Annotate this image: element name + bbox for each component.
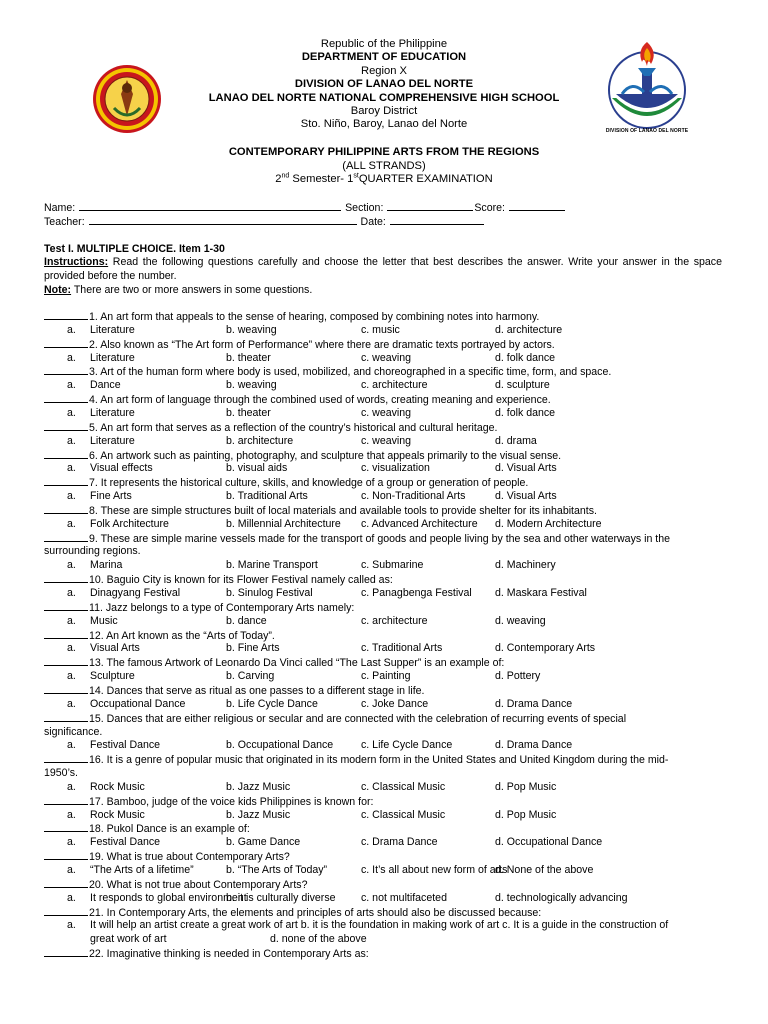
option-letter-a: a.	[67, 351, 76, 364]
answer-option: c. Submarine	[361, 559, 424, 572]
question-item	[44, 684, 424, 699]
question-text: 6. An artwork such as painting, photography, and sculpture that appeals primarily to the visual sense.	[89, 449, 562, 462]
question-text: 11. Jazz belongs to a type of Contemporary Arts namely:	[89, 601, 355, 614]
answer-option: d. Machinery	[495, 559, 556, 572]
answer-option: c. Non-Traditional Arts	[361, 490, 466, 503]
answer-blank[interactable]	[44, 532, 88, 542]
teacher-field[interactable]	[89, 215, 357, 225]
answer-option: b. weaving	[226, 323, 277, 336]
header-republic: Republic of the Philippine	[320, 38, 448, 50]
answer-option: Rock Music	[90, 780, 145, 793]
question-item	[44, 421, 497, 436]
header-division: DIVISION OF LANAO DEL NORTE	[294, 78, 474, 90]
option-letter-a: a.	[67, 517, 76, 530]
answer-option: d. Modern Architecture	[495, 517, 602, 530]
answer-blank[interactable]	[44, 573, 88, 583]
score-label: Score:	[474, 202, 505, 214]
name-label: Name:	[44, 202, 76, 214]
date-label: Date:	[360, 216, 386, 228]
question-text: 10. Baguio City is known for its Flower Festival namely called as:	[89, 574, 393, 587]
answer-blank[interactable]	[44, 504, 88, 514]
answer-blank[interactable]	[44, 822, 88, 832]
question-text: 22. Imaginative thinking is needed in Contemporary Arts as:	[89, 948, 369, 961]
answer-option: d. Visual Arts	[495, 462, 557, 475]
answer-blank[interactable]	[44, 906, 88, 916]
answer-blank[interactable]	[44, 878, 88, 888]
answer-option: d. Occupational Dance	[495, 836, 603, 849]
question-item	[44, 656, 504, 671]
answer-option: d. Maskara Festival	[495, 587, 587, 599]
question-text: 14. Dances that serve as ritual as one passes to a different stage in life.	[89, 684, 425, 697]
teacher-label: Teacher:	[44, 216, 85, 228]
option-letter-a: a.	[67, 670, 76, 683]
section-field[interactable]	[387, 201, 473, 211]
section-label: Section:	[345, 202, 384, 214]
answer-option: b. Life Cycle Dance	[226, 697, 318, 710]
answer-blank[interactable]	[44, 449, 88, 459]
instructions: Instructions: Read the following questions carefully and choose the letter that best describes the answer. Write your answer in the space provided before the number.	[44, 256, 722, 282]
question-text: 3. Art of the human form where body is used, mobilized, and choreographed in a specific time, form, and space.	[89, 366, 612, 379]
answer-option: c. Classical Music	[361, 808, 446, 821]
answer-blank[interactable]	[44, 601, 88, 611]
question-text: 21. In Contemporary Arts, the elements and principles of arts should also be discussed because:	[89, 906, 542, 919]
answer-option: Rock Music	[90, 808, 145, 821]
exam-semester: 2nd Semester- 1stQUARTER EXAMINATION	[275, 172, 493, 185]
question-item	[44, 393, 551, 408]
question-text: 16. It is a genre of popular music that originated in its modern form in the United States and United Kingdom during the mid-	[89, 754, 669, 767]
answer-option: b. Millennial Architecture	[226, 517, 341, 530]
answer-option: c. Painting	[361, 670, 411, 683]
answer-option: b. architecture	[226, 434, 294, 447]
answer-option: d. sculpture	[495, 379, 550, 392]
answer-option: b. theater	[226, 406, 271, 419]
division-logo-caption: DIVISION OF LANAO DEL NORTE	[605, 128, 689, 134]
question-item	[44, 947, 369, 962]
answer-option: Sculpture	[90, 670, 135, 683]
answer-option: Festival Dance	[90, 739, 161, 752]
question-text-continued: surrounding regions.	[44, 545, 141, 558]
question-text: 17. Bamboo, judge of the voice kids Philippines is known for:	[89, 795, 374, 808]
name-field[interactable]	[79, 201, 341, 211]
answer-option: It responds to global environment	[90, 891, 247, 904]
exam-title: CONTEMPORARY PHILIPPINE ARTS FROM THE REGIONS	[228, 146, 540, 158]
question-text-continued: significance.	[44, 725, 103, 738]
question-text: 19. What is true about Contemporary Arts?	[89, 851, 290, 864]
answer-option: Literature	[90, 406, 135, 419]
student-info-row	[44, 201, 566, 214]
question-text: 5. An art form that serves as a reflection of the country’s historical and cultural heritage.	[89, 421, 498, 434]
answer-option: Literature	[90, 434, 135, 447]
option-letter-a: a.	[67, 642, 76, 655]
answer-option: Music	[90, 614, 118, 627]
answer-option: Visual Arts	[90, 642, 140, 655]
question-text-continued: 1950’s.	[44, 767, 78, 780]
answer-option: b. Fine Arts	[226, 642, 280, 655]
answer-blank[interactable]	[44, 476, 88, 486]
answer-option: c. Panagbenga Festival	[361, 587, 472, 599]
answer-blank[interactable]	[44, 310, 88, 320]
exam-strands: (ALL STRANDS)	[342, 160, 426, 172]
answer-option: d. None of the above	[495, 864, 594, 876]
answer-blank[interactable]	[44, 656, 88, 666]
answer-option: Dinagyang Festival	[90, 587, 181, 599]
note: Note: There are two or more answers in some questions.	[44, 284, 313, 296]
answer-option: b. theater	[226, 351, 271, 364]
question-item	[44, 573, 393, 588]
option-letter-a: a.	[67, 434, 76, 447]
answer-option: Festival Dance	[90, 836, 161, 849]
option-letter-a: a.	[67, 462, 76, 475]
question-text: 7. It represents the historical culture, skills, and knowledge of a group or generation of people.	[89, 477, 529, 490]
option-letter-a: a.	[67, 406, 76, 419]
question-text: 13. The famous Artwork of Leonardo Da Vinci called “The Last Supper” is an example of:	[89, 657, 505, 670]
question-text: 1. An art form that appeals to the sense of hearing, composed by combining notes into harmony.	[89, 311, 540, 323]
header-address: Sto. Niño, Baroy, Lanao del Norte	[300, 118, 468, 130]
option-letter-a: a.	[67, 891, 76, 904]
answer-option: c. Classical Music	[361, 780, 446, 793]
answer-option: c. architecture	[361, 614, 428, 627]
answer-option: Literature	[90, 351, 135, 364]
answer-blank[interactable]	[44, 712, 88, 722]
answer-option: d. folk dance	[495, 406, 556, 419]
answer-option: c. weaving	[361, 351, 412, 364]
option-letter-a: a.	[67, 379, 76, 392]
answer-option: d. Drama Dance	[495, 697, 573, 710]
answer-option: b. “The Arts of Today”	[226, 864, 328, 876]
header-school: LANAO DEL NORTE NATIONAL COMPREHENSIVE HIGH SCHOOL	[208, 92, 560, 104]
question-text: 2. Also known as “The Art form of Performance” where there are dramatic texts portrayed by actors.	[89, 338, 555, 351]
question-text: 12. An Art known as the “Arts of Today”.	[89, 629, 275, 642]
answer-option: d. folk dance	[495, 351, 556, 364]
score-field[interactable]	[509, 201, 565, 211]
answer-option: c. Traditional Arts	[361, 642, 443, 655]
answer-option: b. Jazz Music	[226, 808, 291, 821]
answer-blank[interactable]	[44, 850, 88, 860]
question-item	[44, 822, 250, 837]
answer-option: d. architecture	[495, 323, 563, 336]
answer-option: d. Pottery	[495, 670, 541, 683]
question-text: 8. These are simple structures built of local materials and available tools to provide shelter for its inhabitants.	[89, 504, 597, 517]
answer-option: b. Occupational Dance	[226, 739, 334, 752]
answer-option: b. it is culturally diverse	[226, 891, 336, 904]
teacher-info-row	[44, 215, 485, 228]
option-letter-a: a.	[67, 490, 76, 503]
answer-option: Dance	[90, 379, 121, 392]
answer-option: b. visual aids	[226, 462, 288, 475]
answer-blank[interactable]	[44, 393, 88, 403]
answer-option: c. weaving	[361, 406, 412, 419]
question-item	[44, 712, 722, 727]
answer-option: “The Arts of a lifetime”	[90, 864, 194, 876]
answer-option: c. music	[361, 323, 400, 336]
question-text: 18. Pukol Dance is an example of:	[89, 823, 250, 836]
question-item	[44, 795, 373, 810]
question-text: 15. Dances that are either religious or secular and are connected with the celebration of recurring events of special	[89, 712, 627, 725]
question-text: 9. These are simple marine vessels made for the transport of goods and people living by the sea and other waterways in the	[89, 532, 671, 545]
test-heading: Test I. MULTIPLE CHOICE. Item 1-30	[44, 243, 225, 255]
answer-blank[interactable]	[44, 421, 88, 431]
answer-option: b. dance	[226, 614, 267, 627]
answer-option: d. weaving	[495, 614, 546, 627]
question-item	[44, 449, 561, 464]
question-item	[44, 504, 597, 519]
answer-option: Fine Arts	[90, 490, 132, 503]
answer-option: c. Life Cycle Dance	[361, 739, 453, 752]
answer-option: b. Traditional Arts	[226, 490, 308, 503]
answer-option: c. architecture	[361, 379, 428, 392]
question-item	[44, 310, 539, 325]
option-letter-a: a.	[67, 919, 76, 932]
answer-blank[interactable]	[44, 947, 88, 957]
question-item	[44, 532, 722, 547]
answer-blank[interactable]	[44, 795, 88, 805]
question-item	[44, 365, 611, 380]
answer-option: d. drama	[495, 434, 537, 447]
option-letter-a: a.	[67, 808, 76, 821]
answer-option: b. Jazz Music	[226, 780, 291, 793]
answer-option: Occupational Dance	[90, 697, 186, 710]
answer-option: Literature	[90, 323, 135, 336]
answer-option: Marina	[90, 559, 123, 572]
answer-option: c. visualization	[361, 462, 430, 475]
question-item	[44, 629, 275, 644]
question-text: 4. An art form of language through the combined used of words, creating meaning and experience.	[89, 394, 551, 407]
answer-option: b. Carving	[226, 670, 275, 683]
option-letter-a: a.	[67, 614, 76, 627]
answer-blank[interactable]	[44, 753, 88, 763]
answer-option: c. weaving	[361, 434, 412, 447]
answer-option: b. Sinulog Festival	[226, 587, 313, 599]
answer-option: d. Pop Music	[495, 808, 557, 821]
answer-option: c. Joke Dance	[361, 697, 429, 710]
option-letter-a: a.	[67, 323, 76, 336]
option-letter-a: a.	[67, 836, 76, 849]
answer-option: c. not multifaceted	[361, 891, 447, 904]
option-letter-a: a.	[67, 587, 76, 599]
answer-blank[interactable]	[44, 684, 88, 694]
question-item	[44, 906, 541, 921]
answer-option: great work of art	[90, 933, 167, 946]
answer-option: d. none of the above	[270, 933, 367, 946]
question-text: 20. What is not true about Contemporary Arts?	[89, 878, 308, 891]
answer-option: b. Game Dance	[226, 836, 301, 849]
answer-option: d. Visual Arts	[495, 490, 557, 503]
header-region: Region X	[360, 65, 408, 77]
answer-option: It will help an artist create a great work of art b. it is the foundation in making work of art c. It is a guide in the construction of	[90, 919, 669, 932]
question-item	[44, 878, 307, 893]
answer-option: d. Contemporary Arts	[495, 642, 596, 655]
question-item	[44, 753, 722, 768]
answer-option: c. Advanced Architecture	[361, 517, 478, 530]
answer-option: c. It’s all about new form of arts	[361, 864, 508, 876]
answer-option: d. Pop Music	[495, 780, 557, 793]
option-letter-a: a.	[67, 697, 76, 710]
option-letter-a: a.	[67, 780, 76, 793]
answer-option: Folk Architecture	[90, 517, 169, 530]
option-letter-a: a.	[67, 559, 76, 572]
answer-blank[interactable]	[44, 629, 88, 639]
answer-option: b. weaving	[226, 379, 277, 392]
answer-option: d. technologically advancing	[495, 891, 628, 904]
header-department: DEPARTMENT OF EDUCATION	[301, 51, 467, 63]
option-letter-a: a.	[67, 864, 76, 876]
date-field[interactable]	[390, 215, 484, 225]
option-letter-a: a.	[67, 739, 76, 752]
question-item	[44, 850, 290, 865]
answer-blank[interactable]	[44, 338, 88, 348]
answer-blank[interactable]	[44, 365, 88, 375]
question-item	[44, 476, 528, 491]
question-item	[44, 338, 555, 353]
answer-option: b. Marine Transport	[226, 559, 318, 572]
question-item	[44, 601, 354, 616]
header-district: Baroy District	[350, 105, 418, 117]
answer-option: d. Drama Dance	[495, 739, 573, 752]
answer-option: c. Drama Dance	[361, 836, 438, 849]
answer-option: Visual effects	[90, 462, 153, 475]
